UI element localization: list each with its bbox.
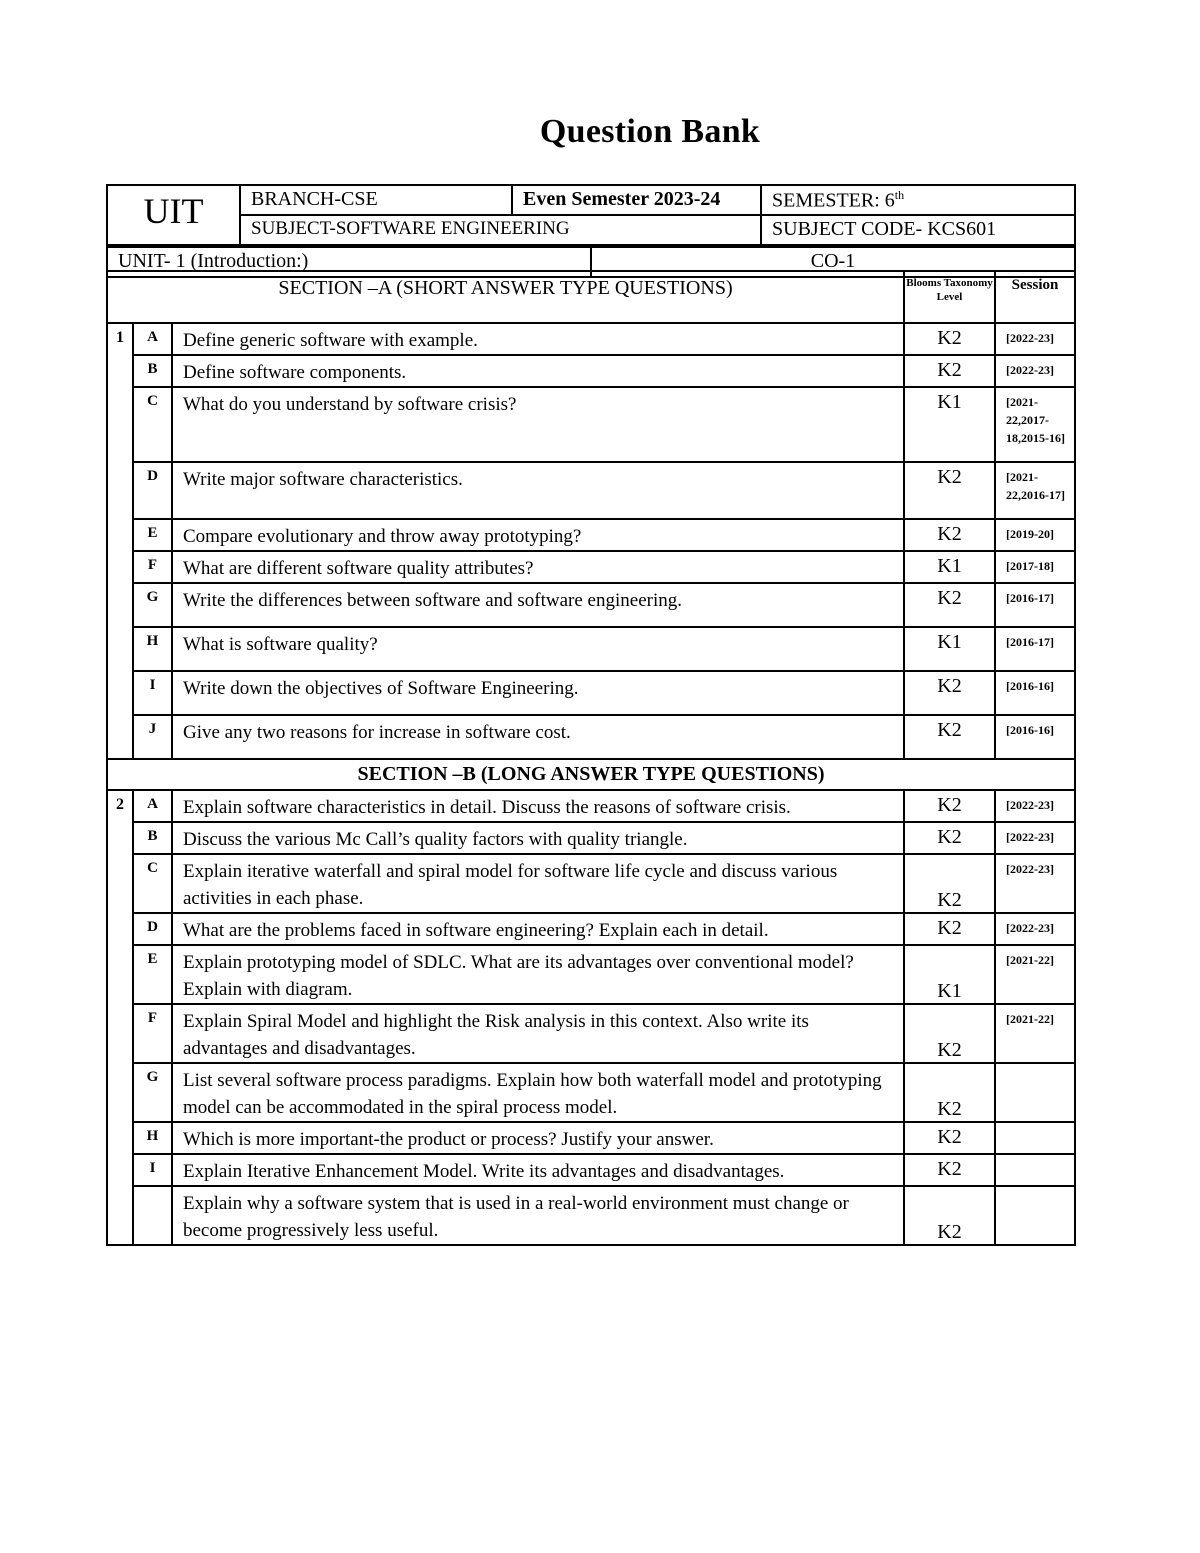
- bloom-level: K2: [904, 1063, 995, 1122]
- question-text: Explain software characteristics in detail. Discuss the reasons of software crisis.: [172, 790, 904, 822]
- question-text: List several software process paradigms. Explain how both waterfall model and prototyping model can be accommodated in the spiral process model.: [172, 1063, 904, 1122]
- question-text: Write major software characteristics.: [172, 462, 904, 519]
- table-row: [107, 1063, 1075, 1122]
- sub-label: G: [133, 583, 172, 627]
- bloom-level: K2: [904, 583, 995, 627]
- table-row: [107, 1154, 1075, 1186]
- bloom-level: K1: [904, 387, 995, 462]
- table-row: [107, 551, 1075, 583]
- question-text: Discuss the various Mc Call’s quality factors with quality triangle.: [172, 822, 904, 854]
- sub-label: [133, 1186, 172, 1245]
- header-table: [106, 184, 1074, 278]
- table-row: [107, 462, 1075, 519]
- table-row: [107, 323, 1075, 355]
- question-text: What do you understand by software crisis?: [172, 387, 904, 462]
- question-text: Define generic software with example.: [172, 323, 904, 355]
- sub-label: E: [133, 519, 172, 551]
- bloom-header: Blooms Taxonomy Level: [904, 271, 995, 323]
- session: [995, 1122, 1075, 1154]
- bloom-level: K2: [904, 1122, 995, 1154]
- question-text: Write down the objectives of Software Engineering.: [172, 671, 904, 715]
- session: [2022-23]: [995, 822, 1075, 854]
- sub-label: C: [133, 387, 172, 462]
- sub-label: B: [133, 355, 172, 387]
- question-number: 2: [107, 790, 133, 1245]
- session: [2021-22]: [995, 945, 1075, 1004]
- session: [2022-23]: [995, 913, 1075, 945]
- table-row: [107, 790, 1075, 822]
- semester-term: Even Semester 2023-24: [512, 185, 761, 215]
- table-row: [107, 387, 1075, 462]
- table-row: [107, 913, 1075, 945]
- institute-name: UIT: [107, 185, 240, 245]
- sub-label: A: [133, 790, 172, 822]
- table-row: [107, 854, 1075, 913]
- branch: BRANCH-CSE: [240, 185, 512, 215]
- question-text: Explain why a software system that is used in a real-world environment must change or become progressively less useful.: [172, 1186, 904, 1245]
- bloom-level: K2: [904, 462, 995, 519]
- bloom-level: K2: [904, 671, 995, 715]
- page-title: Question Bank: [539, 113, 761, 150]
- question-text: Explain Iterative Enhancement Model. Write its advantages and disadvantages.: [172, 1154, 904, 1186]
- question-text: Define software components.: [172, 355, 904, 387]
- sub-label: D: [133, 913, 172, 945]
- session: [2021-22,2016-17]: [995, 462, 1075, 519]
- bloom-level: K2: [904, 822, 995, 854]
- table-row: [107, 1122, 1075, 1154]
- table-row: [107, 355, 1075, 387]
- session: [2021-22]: [995, 1004, 1075, 1063]
- semester-sup: th: [894, 188, 905, 202]
- session: [2022-23]: [995, 323, 1075, 355]
- table-row: [107, 519, 1075, 551]
- bloom-level: K2: [904, 1154, 995, 1186]
- sub-label: F: [133, 1004, 172, 1063]
- bloom-level: K1: [904, 551, 995, 583]
- session: [2022-23]: [995, 790, 1075, 822]
- bloom-level: K2: [904, 715, 995, 759]
- session: [995, 1063, 1075, 1122]
- bloom-level: K1: [904, 945, 995, 1004]
- session: [2021-22,2017-18,2015-16]: [995, 387, 1075, 462]
- session: [2017-18]: [995, 551, 1075, 583]
- question-text: Give any two reasons for increase in software cost.: [172, 715, 904, 759]
- table-row: [107, 945, 1075, 1004]
- sub-label: B: [133, 822, 172, 854]
- question-text: Explain iterative waterfall and spiral model for software life cycle and discuss various activities in each phase.: [172, 854, 904, 913]
- session: [2016-17]: [995, 627, 1075, 671]
- sub-label: J: [133, 715, 172, 759]
- sub-label: H: [133, 627, 172, 671]
- session: [2016-16]: [995, 671, 1075, 715]
- bloom-level: K2: [904, 323, 995, 355]
- table-row: [107, 1004, 1075, 1063]
- session: [2016-16]: [995, 715, 1075, 759]
- table-row: [107, 1186, 1075, 1245]
- table-row: [107, 822, 1075, 854]
- question-text: What are the problems faced in software engineering? Explain each in detail.: [172, 913, 904, 945]
- course-outcome: CO-1: [591, 247, 1075, 277]
- subject: SUBJECT-SOFTWARE ENGINEERING: [240, 215, 761, 245]
- question-text: Which is more important-the product or process? Justify your answer.: [172, 1122, 904, 1154]
- session: [995, 1186, 1075, 1245]
- table-row: [107, 583, 1075, 627]
- sub-label: F: [133, 551, 172, 583]
- question-text: Explain Spiral Model and highlight the Risk analysis in this context. Also write its advantages and disadvantages.: [172, 1004, 904, 1063]
- bloom-level: K2: [904, 519, 995, 551]
- question-number: 1: [107, 323, 133, 759]
- sub-label: D: [133, 462, 172, 519]
- session: [995, 1154, 1075, 1186]
- sub-label: G: [133, 1063, 172, 1122]
- sub-label: I: [133, 671, 172, 715]
- session: [2022-23]: [995, 854, 1075, 913]
- unit-title: (Introduction:): [185, 250, 309, 272]
- question-text: Write the differences between software and software engineering.: [172, 583, 904, 627]
- session-header: Session: [995, 271, 1075, 323]
- bloom-level: K2: [904, 913, 995, 945]
- sub-label: I: [133, 1154, 172, 1186]
- section-b-title: SECTION –B (LONG ANSWER TYPE QUESTIONS): [107, 759, 1075, 790]
- question-text: Explain prototyping model of SDLC. What are its advantages over conventional model? Explain with diagram.: [172, 945, 904, 1004]
- table-row: [107, 627, 1075, 671]
- session: [2019-20]: [995, 519, 1075, 551]
- session: [2022-23]: [995, 355, 1075, 387]
- bloom-level: K2: [904, 854, 995, 913]
- bloom-level: K2: [904, 790, 995, 822]
- bloom-level: K2: [904, 1186, 995, 1245]
- table-row: [107, 715, 1075, 759]
- bloom-level: K1: [904, 627, 995, 671]
- table-row: [107, 671, 1075, 715]
- section-a-title: SECTION –A (SHORT ANSWER TYPE QUESTIONS): [107, 271, 904, 323]
- unit-prefix: UNIT- 1: [118, 250, 186, 272]
- bloom-level: K2: [904, 1004, 995, 1063]
- question-text: What is software quality?: [172, 627, 904, 671]
- sub-label: H: [133, 1122, 172, 1154]
- sub-label: A: [133, 323, 172, 355]
- question-text: What are different software quality attributes?: [172, 551, 904, 583]
- semester-label: SEMESTER: 6: [772, 189, 895, 212]
- session: [2016-17]: [995, 583, 1075, 627]
- bloom-level: K2: [904, 355, 995, 387]
- semester: [761, 185, 1075, 215]
- sub-label: E: [133, 945, 172, 1004]
- question-table: [106, 270, 1074, 1246]
- subject-code: SUBJECT CODE- KCS601: [761, 215, 1075, 245]
- question-text: Compare evolutionary and throw away prototyping?: [172, 519, 904, 551]
- sub-label: C: [133, 854, 172, 913]
